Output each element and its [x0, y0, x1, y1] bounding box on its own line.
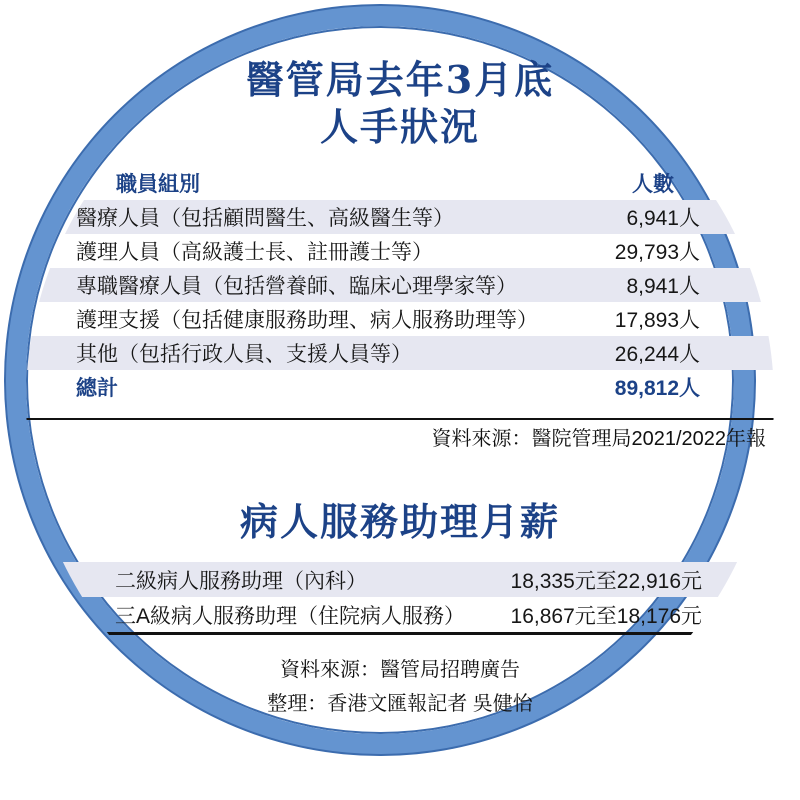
staff-count-value: 8,941人 [626, 275, 700, 298]
staff-category-label: 專職醫療人員（包括營養師、臨床心理學家等） [76, 275, 517, 298]
staff-table-header [26, 166, 774, 200]
table-row [26, 234, 774, 268]
horizontal-divider [26, 632, 774, 635]
staff-count-value: 6,941人 [626, 207, 700, 230]
staff-total-value: 89,812人 [614, 377, 700, 400]
main-title [26, 56, 774, 150]
editor-credit: 整理：香港文匯報記者 吳健怡 [267, 693, 533, 715]
salary-table-source: 資料來源：醫管局招聘廣告 [280, 659, 520, 681]
staff-table-source: 資料來源：醫院管理局2021/2022年報 [431, 428, 766, 450]
table-row [26, 336, 774, 370]
table-total-row [26, 370, 774, 404]
salary-position-label: 三A級病人服務助理（住院病人服務） [115, 604, 466, 628]
salary-table-title: 病人服務助理月薪 [239, 499, 560, 544]
staff-category-label: 護理支援（包括健康服務助理、病人服務助理等） [76, 309, 538, 332]
salary-range-value: 18,335元至22,916元 [510, 569, 702, 593]
staff-column-header-count: 人數 [632, 173, 674, 196]
main-title-line-2: 人手狀況 [319, 104, 480, 149]
salary-position-label: 二級病人服務助理（內科） [115, 569, 367, 593]
table-row [26, 302, 774, 336]
staff-count-value: 26,244人 [614, 343, 700, 366]
staff-count-value: 29,793人 [614, 241, 700, 264]
circle-content-area [26, 26, 774, 774]
salary-range-value: 16,867元至18,176元 [510, 604, 702, 628]
table-row [26, 562, 774, 597]
staff-category-label: 醫療人員（包括顧問醫生、高級醫生等） [76, 207, 454, 230]
main-title-line-1: 醫管局去年3月底 [245, 57, 555, 102]
table-row [26, 268, 774, 302]
table-row [26, 200, 774, 234]
staff-column-header-category: 職員組別 [116, 173, 200, 196]
staff-category-label: 護理人員（高級護士長、註冊護士等） [76, 241, 433, 264]
staff-category-label: 其他（包括行政人員、支援人員等） [76, 343, 412, 366]
horizontal-divider [26, 418, 774, 420]
staff-total-label: 總計 [76, 377, 118, 400]
table-row [26, 597, 774, 632]
circle-border-ring [6, 6, 766, 754]
staff-count-value: 17,893人 [614, 309, 700, 332]
